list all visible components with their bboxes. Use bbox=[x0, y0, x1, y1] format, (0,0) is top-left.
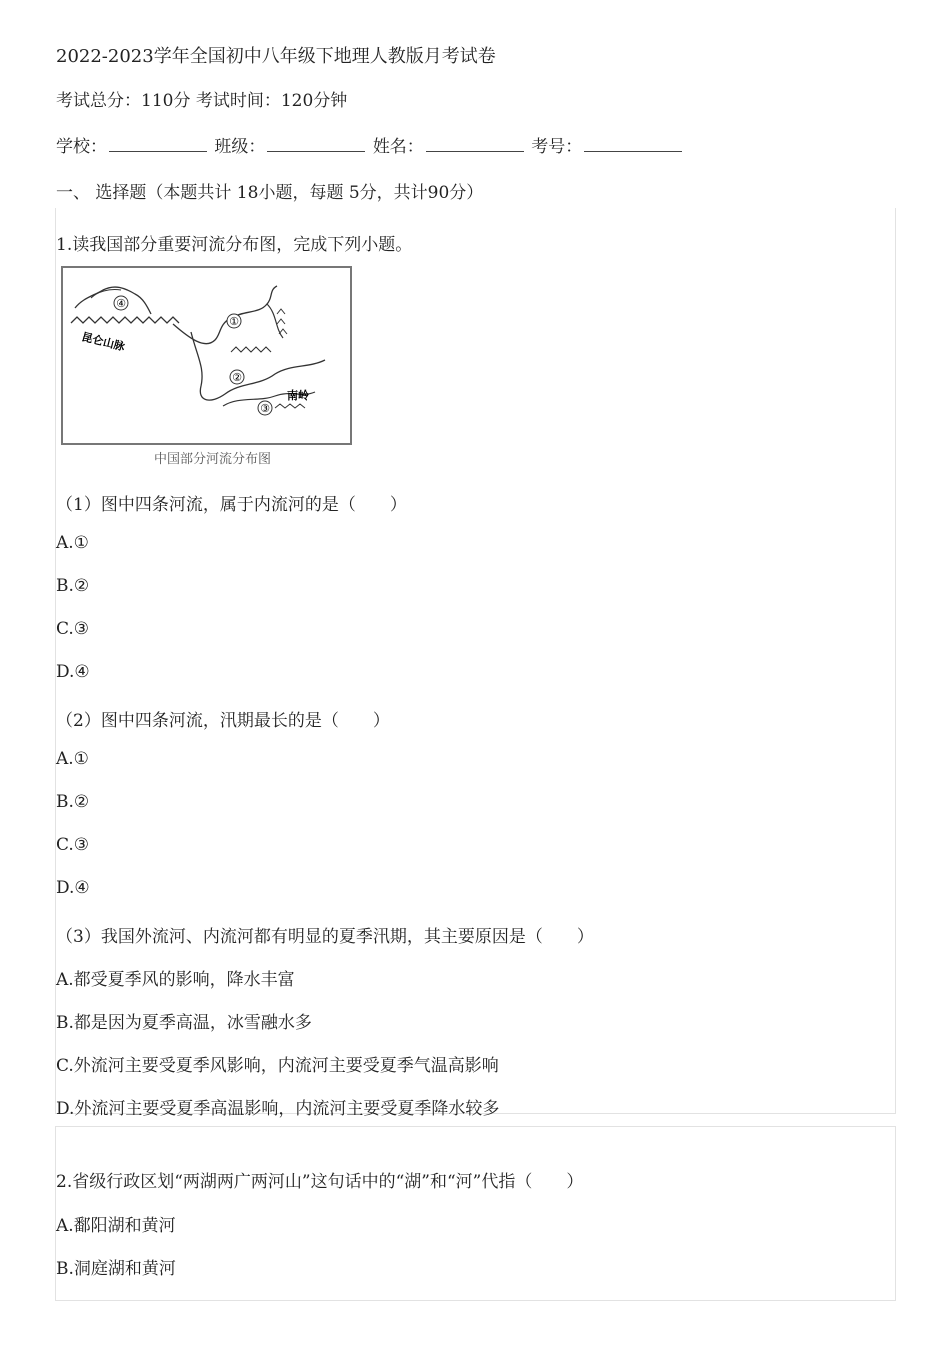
student-info-fields bbox=[56, 132, 684, 157]
q2-option-a[interactable]: A.鄱阳湖和黄河 bbox=[56, 1216, 176, 1236]
id-blank[interactable] bbox=[584, 137, 682, 152]
question-card-2 bbox=[55, 1126, 896, 1301]
q1-sub1-option-a[interactable]: A.① bbox=[56, 533, 89, 553]
map-kunlun-label: 昆仑山脉 bbox=[80, 330, 127, 354]
class-blank[interactable] bbox=[267, 137, 365, 152]
id-label: 考号： bbox=[531, 137, 583, 157]
q1-sub3-option-d[interactable]: D.外流河主要受夏季高温影响，内流河主要受夏季降水较多 bbox=[56, 1099, 500, 1119]
q1-sub3-option-c[interactable]: C.外流河主要受夏季风影响，内流河主要受夏季气温高影响 bbox=[56, 1056, 499, 1076]
map-label-4: ④ bbox=[116, 297, 126, 310]
exam-meta bbox=[56, 86, 347, 111]
q2-stem: 2.省级行政区划“两湖两广两河山”这句话中的“湖”和“河”代指（ ） bbox=[56, 1172, 584, 1192]
total-value: 110 bbox=[141, 91, 174, 111]
total-label: 考试总分： bbox=[56, 91, 141, 111]
q1-sub1-stem: （1）图中四条河流，属于内流河的是（ ） bbox=[56, 495, 407, 515]
school-blank[interactable] bbox=[109, 137, 207, 152]
q1-sub2-stem: （2）图中四条河流，汛期最长的是（ ） bbox=[56, 711, 390, 731]
q1-sub3-stem: （3）我国外流河、内流河都有明显的夏季汛期，其主要原因是（ ） bbox=[56, 927, 594, 947]
time-value: 120 bbox=[280, 91, 314, 111]
time-unit: 分钟 bbox=[313, 91, 348, 111]
q1-sub1-option-c[interactable]: C.③ bbox=[56, 619, 90, 639]
river-map bbox=[61, 266, 352, 445]
q1-sub1-option-d[interactable]: D.④ bbox=[56, 662, 90, 682]
exam-title: 2022-2023学年全国初中八年级下地理人教版月考试卷 bbox=[56, 46, 496, 67]
time-label: 考试时间： bbox=[195, 91, 281, 111]
map-nanling-label: 南岭 bbox=[287, 389, 309, 402]
total-unit: 分 bbox=[173, 91, 191, 111]
map-label-3: ③ bbox=[260, 402, 270, 415]
q1-sub1-option-b[interactable]: B.② bbox=[56, 576, 90, 596]
question-card-1 bbox=[55, 208, 896, 1119]
section-heading: 一、 选择题（本题共计 18小题，每题 5分，共计90分） bbox=[56, 183, 484, 203]
river-map-drawing bbox=[63, 268, 350, 443]
q1-sub2-option-b[interactable]: B.② bbox=[56, 792, 90, 812]
map-caption: 中国部分河流分布图 bbox=[154, 452, 272, 467]
q1-sub2-option-d[interactable]: D.④ bbox=[56, 878, 90, 898]
name-blank[interactable] bbox=[426, 137, 524, 152]
class-label: 班级： bbox=[214, 137, 266, 157]
school-label: 学校： bbox=[56, 137, 107, 157]
map-label-1: ① bbox=[229, 315, 239, 328]
q1-sub2-option-c[interactable]: C.③ bbox=[56, 835, 90, 855]
q1-sub2-option-a[interactable]: A.① bbox=[56, 749, 89, 769]
q2-option-b[interactable]: B.洞庭湖和黄河 bbox=[56, 1259, 176, 1279]
q1-stem: 1.读我国部分重要河流分布图，完成下列小题。 bbox=[56, 235, 413, 255]
name-label: 姓名： bbox=[372, 137, 424, 157]
q1-sub3-option-a[interactable]: A.都受夏季风的影响，降水丰富 bbox=[56, 970, 295, 990]
map-label-2: ② bbox=[232, 371, 242, 384]
q1-sub3-option-b[interactable]: B.都是因为夏季高温，冰雪融水多 bbox=[56, 1013, 312, 1033]
